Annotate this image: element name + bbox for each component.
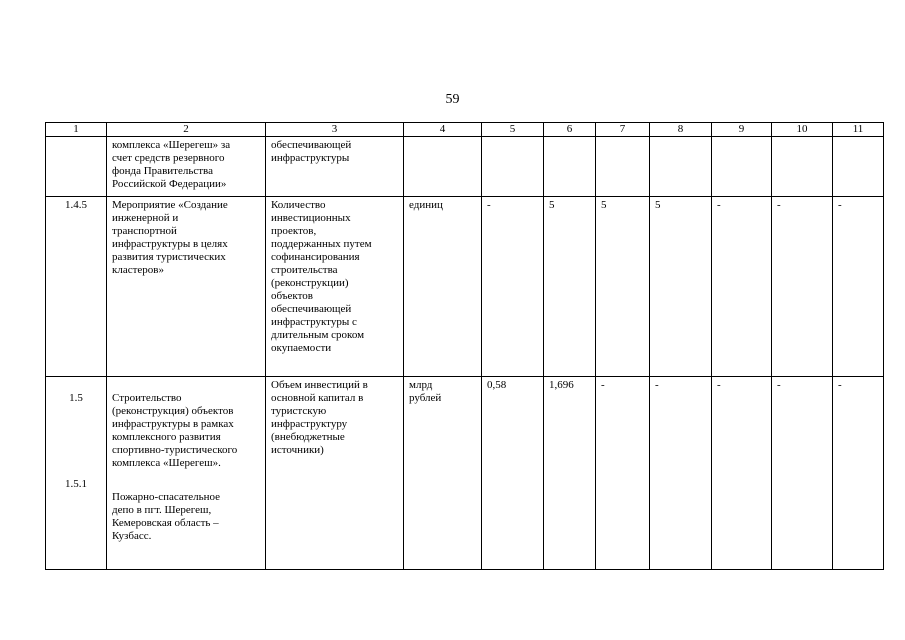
value-cell: 0,58 bbox=[482, 377, 544, 570]
table-row bbox=[46, 377, 884, 570]
header-cell: 1 bbox=[46, 123, 107, 137]
table-row bbox=[46, 197, 884, 377]
header-cell: 10 bbox=[772, 123, 833, 137]
unit-cell bbox=[404, 137, 482, 197]
value-cell bbox=[650, 137, 712, 197]
measure-name-sub: Пожарно-спасательное депо в пгт. Шерегеш, Кемеровская область – Кузбасс. bbox=[112, 491, 221, 542]
value-cell: - bbox=[833, 197, 884, 377]
row-number: 1.4.5 bbox=[46, 197, 107, 377]
header-cell: 4 bbox=[404, 123, 482, 137]
value-cell: - bbox=[650, 377, 712, 570]
value-cell: 5 bbox=[544, 197, 596, 377]
measure-name bbox=[107, 377, 266, 570]
value-cell: - bbox=[772, 377, 833, 570]
header-cell: 7 bbox=[596, 123, 650, 137]
value-cell: 5 bbox=[596, 197, 650, 377]
row-number bbox=[46, 377, 107, 570]
value-cell bbox=[596, 137, 650, 197]
indicator-name: Объем инвестиций в основной капитал в туристскую инфраструктуру (внебюджетные источники) bbox=[266, 377, 404, 570]
row-number-main: 1.5 bbox=[69, 392, 83, 404]
value-cell bbox=[712, 137, 772, 197]
value-cell bbox=[544, 137, 596, 197]
indicator-name: Количество инвестиционных проектов, поддержанных путем софинансирования строительства (реконструкции) объектов обеспечивающей инфраструктуры с длительным сроком окупаемости bbox=[266, 197, 404, 377]
header-cell: 2 bbox=[107, 123, 266, 137]
measure-name: комплекса «Шерегеш» за счет средств резервного фонда Правительства Российской Федерации» bbox=[107, 137, 266, 197]
value-cell: - bbox=[596, 377, 650, 570]
unit-cell: млрд рублей bbox=[404, 377, 482, 570]
value-cell: 5 bbox=[650, 197, 712, 377]
value-cell: - bbox=[712, 377, 772, 570]
value-cell: - bbox=[712, 197, 772, 377]
row-number-sub: 1.5.1 bbox=[65, 478, 87, 490]
measure-name-main: Строительство (реконструкция) объектов инфраструктуры в рамках комплексного развития спортивно-туристического комплекса «Шерегеш». bbox=[112, 392, 238, 469]
value-cell bbox=[833, 137, 884, 197]
value-cell bbox=[482, 137, 544, 197]
value-cell: - bbox=[833, 377, 884, 570]
measure-name: Мероприятие «Создание инженерной и транспортной инфраструктуры в целях развития туристических кластеров» bbox=[107, 197, 266, 377]
header-row bbox=[46, 123, 884, 137]
header-cell: 5 bbox=[482, 123, 544, 137]
row-number bbox=[46, 137, 107, 197]
value-cell: - bbox=[772, 197, 833, 377]
header-cell: 3 bbox=[266, 123, 404, 137]
header-cell: 9 bbox=[712, 123, 772, 137]
indicator-name: обеспечивающей инфраструктуры bbox=[266, 137, 404, 197]
header-cell: 8 bbox=[650, 123, 712, 137]
value-cell: 1,696 bbox=[544, 377, 596, 570]
value-cell bbox=[772, 137, 833, 197]
page-number: 59 bbox=[445, 92, 460, 107]
indicators-table bbox=[45, 122, 884, 570]
header-cell: 6 bbox=[544, 123, 596, 137]
unit-cell: единиц bbox=[404, 197, 482, 377]
table-row bbox=[46, 137, 884, 197]
value-cell: - bbox=[482, 197, 544, 377]
header-cell: 11 bbox=[833, 123, 884, 137]
